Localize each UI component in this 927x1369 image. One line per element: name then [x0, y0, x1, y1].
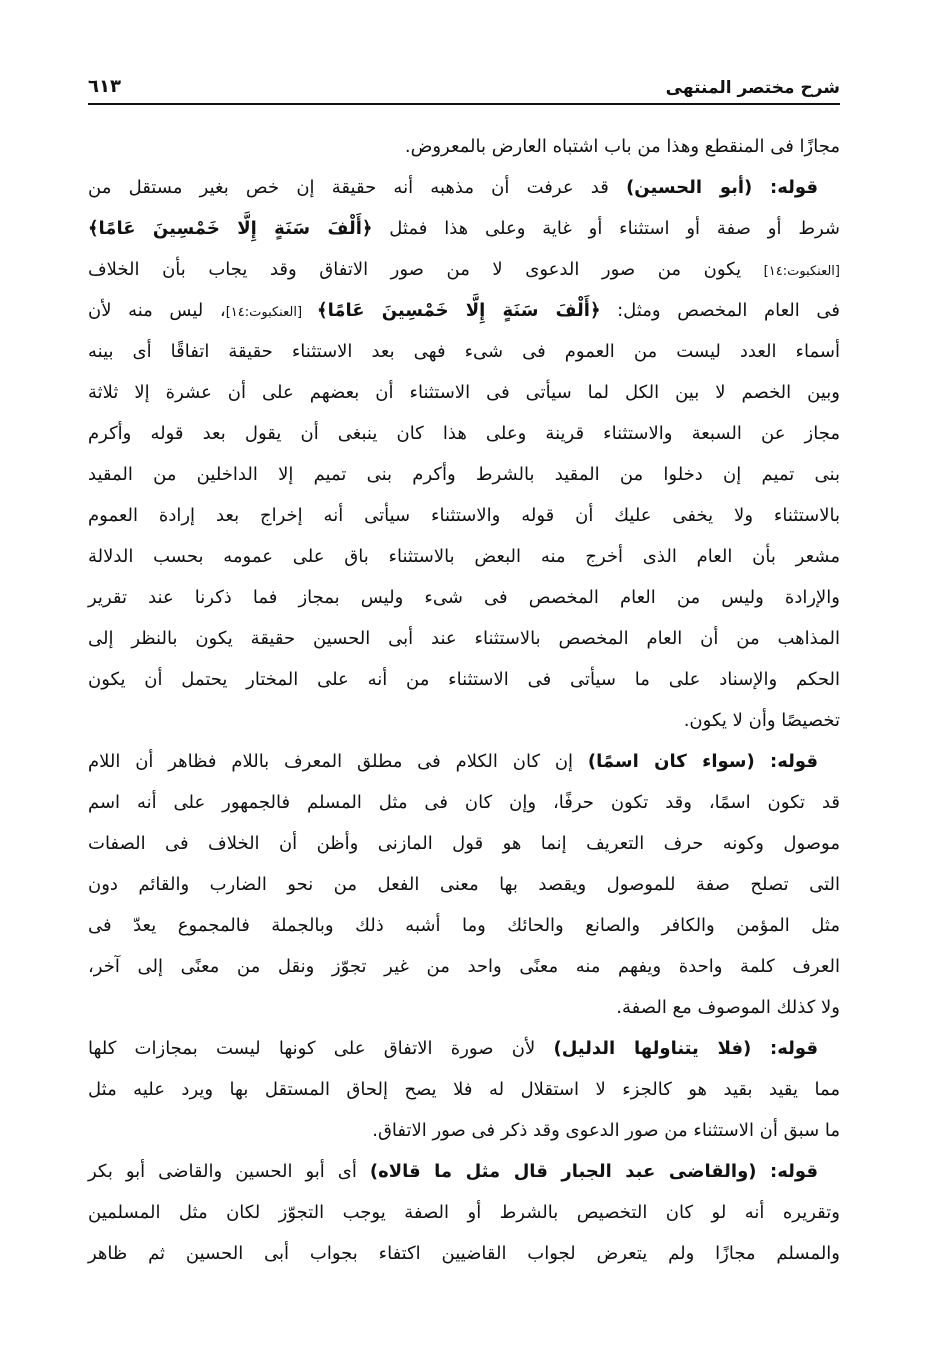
text-line	[88, 823, 840, 864]
text-run: بنى تميم إن دخلوا من المقيد بالشرط وأكرم بنى تميم إلا الداخلين من المقيد	[88, 464, 840, 485]
text-line	[88, 987, 840, 1028]
text-run: التى تصلح صفة للموصول ويقصد بها معنى الفعل من نحو الضارب والقائم دون	[88, 874, 840, 895]
text-line	[88, 1151, 840, 1192]
text-line	[88, 331, 840, 372]
text-line	[88, 1069, 840, 1110]
text-run: وتقريره أنه لو كان التخصيص بالشرط أو الصفة يوجب التجوّز لكان مثل المسلمين	[88, 1202, 840, 1223]
text-line	[88, 618, 840, 659]
text-run: لأن صورة الاتفاق على كونها ليست بمجازات كلها	[88, 1038, 554, 1059]
text-run: ، ليس منه لأن	[88, 300, 226, 321]
text-run: أسماء العدد ليست من العموم فى شىء فهى بعد الاستثناء حقيقة اتفاقًا أى بينه	[88, 341, 840, 362]
text-line	[88, 167, 840, 208]
text-line	[88, 577, 840, 618]
text-line	[88, 905, 840, 946]
text-run: العرف كلمة واحدة ويفهم منه معنًى واحد من غير تجوّز ونقل من معنًى إلى آخر،	[88, 956, 840, 977]
text-line	[88, 1028, 840, 1069]
text-run: وبين الخصم لا بين الكل لما سيأتى فى الاستثناء أن بعضهم على أن عشرة إلا ثلاثة	[88, 382, 840, 403]
text-run: إن كان الكلام فى مطلق المعرف باللام فظاهر أن اللام	[88, 751, 588, 772]
text-run: مجازًا فى المنقطع وهذا من باب اشتباه العارض بالمعروض.	[404, 136, 840, 157]
header-rule	[88, 103, 840, 105]
text-line	[88, 290, 840, 331]
bold-lemma: قوله: (فلا يتناولها الدليل)	[553, 1038, 818, 1059]
text-line	[88, 208, 840, 249]
text-line	[88, 1233, 840, 1274]
verse-reference: [العنكبوت:١٤]	[763, 264, 840, 279]
verse-reference: [العنكبوت:١٤]	[225, 305, 318, 320]
text-run: أى أبو الحسين والقاضى أبو بكر	[88, 1161, 370, 1182]
quran-quote: ﴿أَلْفَ سَنَةٍ إِلَّا خَمْسِينَ عَامًا﴾	[88, 218, 373, 239]
text-run: بالاستثناء ولا يخفى عليك أن قوله والاستثناء سيأتى أنه إخراج بعد إرادة العموم	[88, 505, 840, 526]
text-run: ما سبق أن الاستثناء من صور الدعوى وقد ذكر فى صور الاتفاق.	[372, 1120, 840, 1141]
text-run: يكون من صور الدعوى لا من صور الاتفاق وقد يجاب بأن الخلاف	[88, 259, 764, 280]
text-run: والإرادة وليس من العام المخصص فى شىء وليس بمجاز فما ذكرنا عند تقرير	[88, 587, 840, 608]
text-line	[88, 372, 840, 413]
bold-lemma: قوله: (سواء كان اسمًا)	[587, 751, 819, 772]
text-line	[88, 1192, 840, 1233]
text-run: الحكم والإسناد على ما سيأتى فى الاستثناء من أنه على المختار يحتمل أن يكون	[88, 669, 840, 690]
page-number: ٦١٣	[88, 76, 121, 97]
text-line	[88, 864, 840, 905]
text-line	[88, 249, 840, 290]
bold-lemma: قوله: (والقاضى عبد الجبار قال مثل ما قالاه)	[369, 1161, 818, 1182]
text-run: المذاهب من أن العام المخصص بالاستثناء عند أبى الحسين حقيقة يكون بالنظر إلى	[88, 628, 840, 649]
text-line	[88, 700, 840, 741]
text-line	[88, 126, 840, 167]
text-line	[88, 659, 840, 700]
text-line	[88, 741, 840, 782]
body-text	[88, 126, 840, 1274]
text-run: تخصيصًا وأن لا يكون.	[683, 710, 840, 731]
text-line	[88, 782, 840, 823]
text-run: قد تكون اسمًا، وقد تكون حرفًا، وإن كان فى مثل المسلم فالجمهور على أنه اسم	[88, 792, 840, 813]
text-line	[88, 413, 840, 454]
page-header	[88, 76, 840, 104]
quran-quote: ﴿أَلْفَ سَنَةٍ إِلَّا خَمْسِينَ عَامًا﴾	[317, 300, 601, 321]
text-run: مثل المؤمن والكافر والصانع والحائك وما أشبه ذلك وبالجملة فالمجموع يعدّ فى	[88, 915, 840, 936]
bold-lemma: قوله: (أبو الحسين)	[626, 177, 818, 198]
running-title: شرح مختصر المنتهى	[665, 78, 840, 98]
text-line	[88, 946, 840, 987]
text-run: قد عرفت أن مذهبه أنه حقيقة إن خص بغير مستقل من	[88, 177, 627, 198]
text-run: موصول وكونه حرف التعريف إنما هو قول المازنى وأظن أن الخلاف فى الصفات	[88, 833, 840, 854]
text-line	[88, 495, 840, 536]
text-run: فى العام المخصص ومثل:	[600, 300, 840, 321]
text-line	[88, 536, 840, 577]
text-line	[88, 454, 840, 495]
text-run: والمسلم مجازًا ولم يتعرض لجواب القاضيين اكتفاء بجواب أبى الحسين ثم ظاهر	[88, 1243, 840, 1264]
text-run: مجاز عن السبعة والاستثناء قرينة وعلى هذا كان ينبغى أن يقول بعد قوله وأكرم	[88, 423, 840, 444]
text-run: مشعر بأن العام الذى أخرج منه البعض بالاستثناء باق على عمومه بحسب الدلالة	[88, 546, 840, 567]
text-run: مما يقيد بقيد هو كالجزء لا استقلال له فلا يصح إلحاق المستقل بها ويرد عليه مثل	[88, 1079, 840, 1100]
text-line	[88, 1110, 840, 1151]
text-run: ولا كذلك الموصوف مع الصفة.	[616, 997, 840, 1018]
text-run: شرط أو صفة أو استثناء أو غاية وعلى هذا فمثل	[372, 218, 840, 239]
